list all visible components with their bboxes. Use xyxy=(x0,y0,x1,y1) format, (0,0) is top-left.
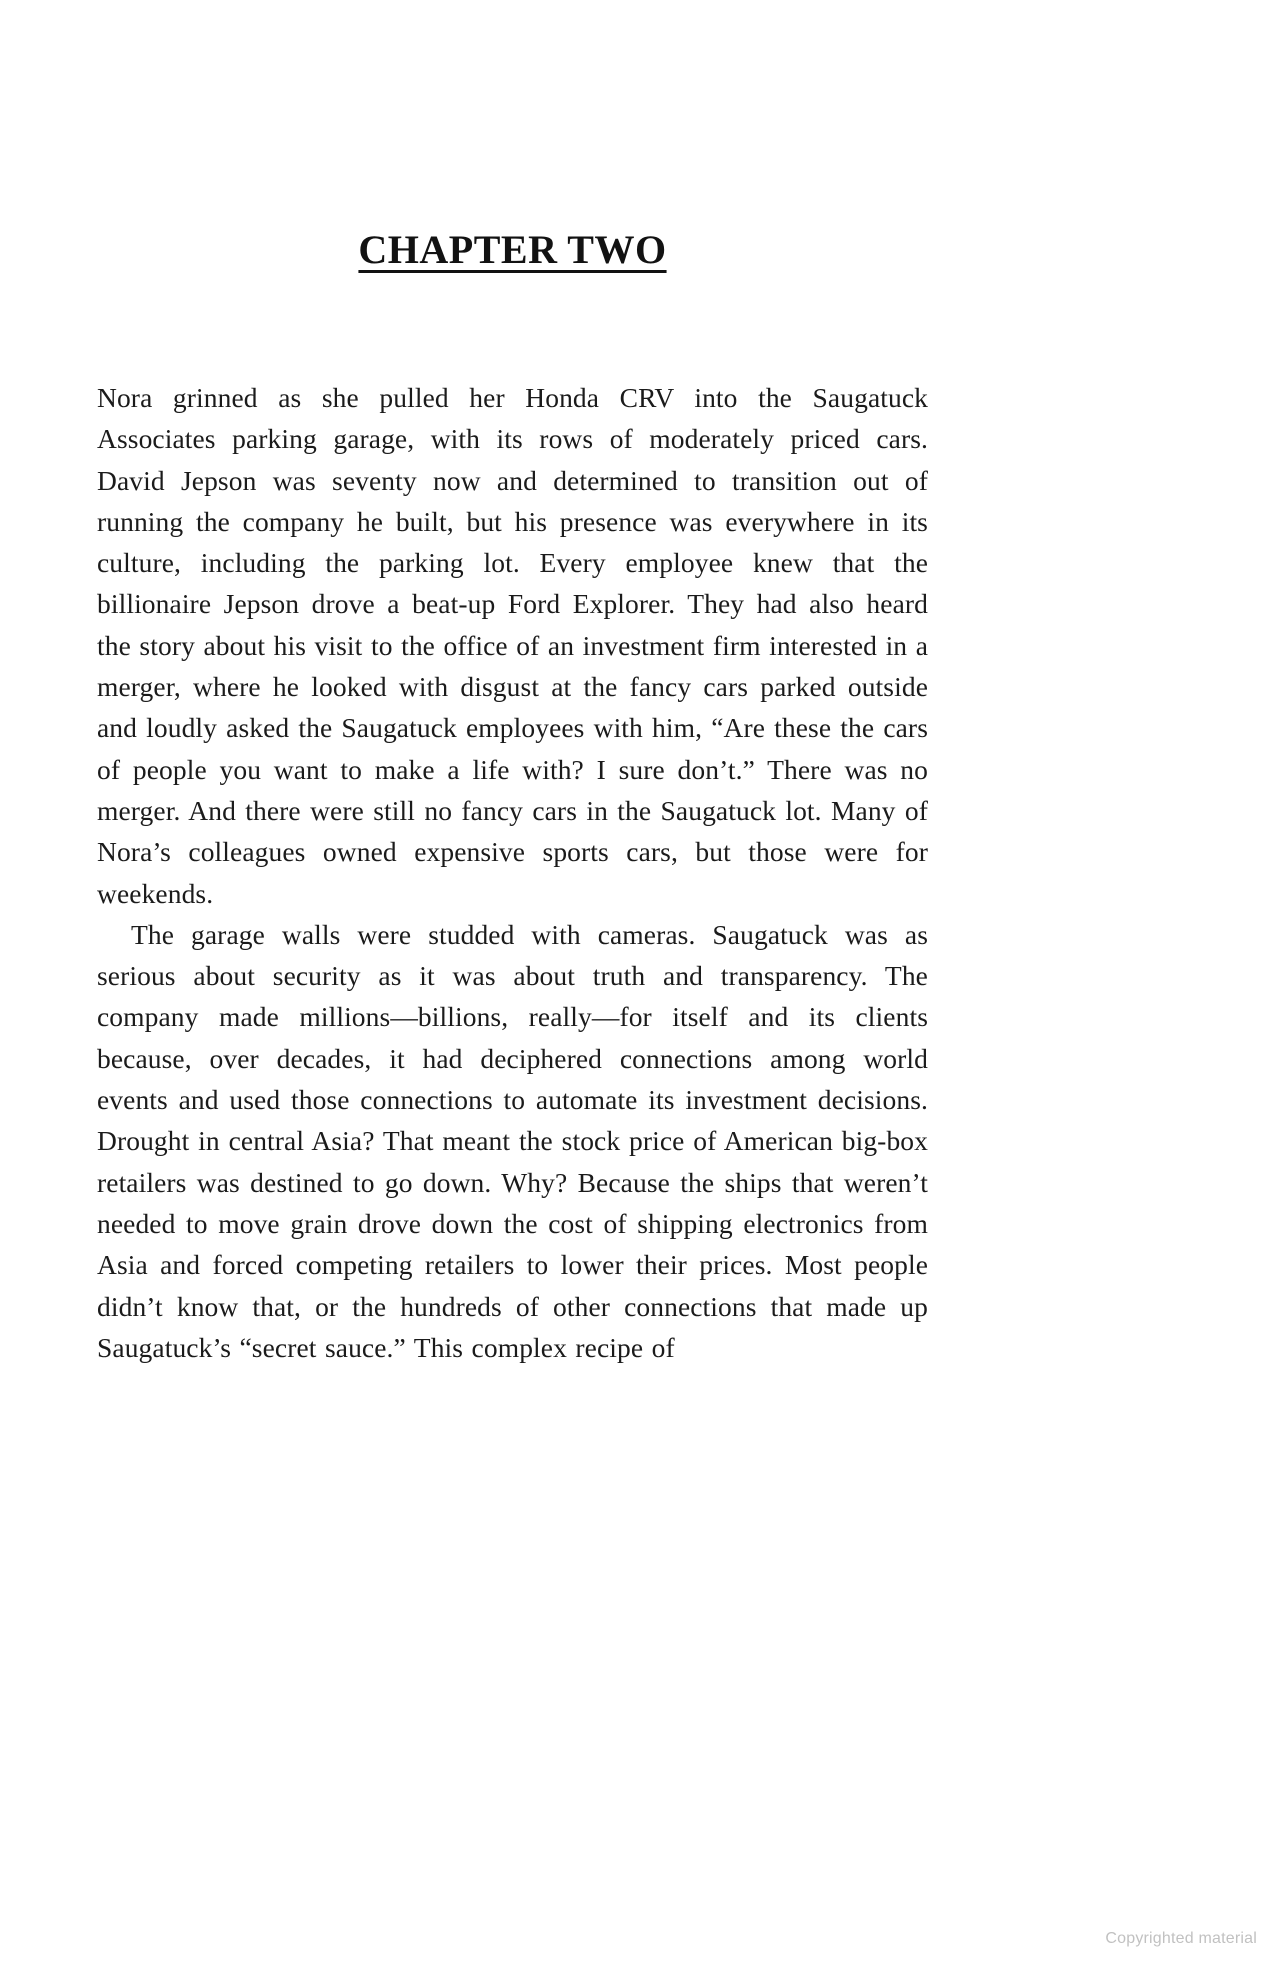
chapter-heading: CHAPTER TWO xyxy=(358,227,667,272)
paragraph-1: Nora grinned as she pulled her Honda CRV into the Saugatuck Associates parking garage, with its rows of moderately priced cars. David Jepson was seventy now and determined to transition out of running the company he built, but his presence was everywhere in its culture, including the parking lot. Every employee knew that the billionaire Jepson drove a beat-up Ford Explorer. They had also heard the story about his visit to the office of an investment firm interested in a merger, where he looked with disgust at the fancy cars parked outside and loudly asked the Saugatuck employees with him, “Are these the cars of people you want to make a life with? I sure don’t.” There was no merger. And there were still no fancy cars in the Saugatuck lot. Many of Nora’s colleagues owned expensive sports cars, but those were for weekends. xyxy=(97,382,928,909)
copyright-watermark: Copyrighted material xyxy=(1105,1930,1257,1947)
paragraph-2: The garage walls were studded with cameras. Saugatuck was as serious about security as it was about truth and transparency. The company made millions—billions, really—for itself and its clients because, over decades, it had deciphered connections among world events and used those connections to automate its investment decisions. Drought in central Asia? That meant the stock price of American big-box retailers was destined to go down. Why? Because the ships that weren’t needed to move grain drove down the cost of shipping electronics from Asia and forced competing retailers to lower their prices. Most people didn’t know that, or the hundreds of other connections that made up Saugatuck’s “secret sauce.” This complex recipe of xyxy=(97,918,928,1363)
text-column xyxy=(97,226,928,1368)
chapter-body xyxy=(97,377,928,1368)
